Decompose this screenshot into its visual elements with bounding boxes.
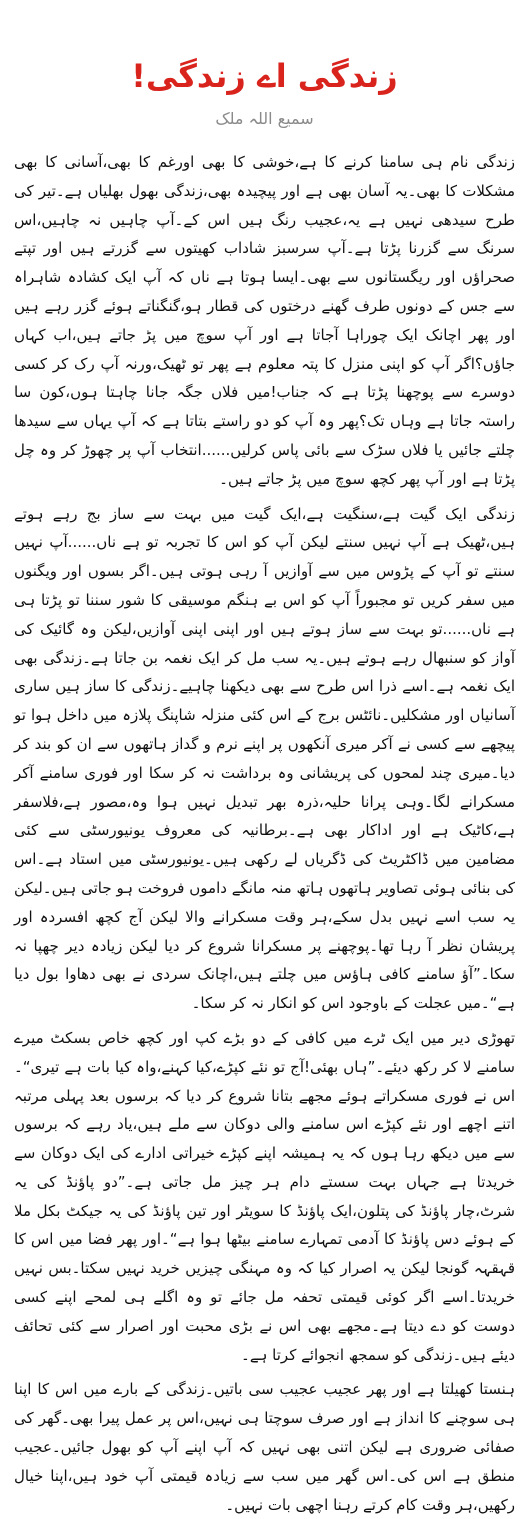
article-title: زندگی اے زندگی! — [131, 57, 398, 95]
paragraph-2: زندگی ایک گیت ہے،سنگیت ہے،ایک گیت میں بہت سے ساز بج رہے ہوتے ہیں،ٹھیک ہے آپ نہیں سنتے لیکن آپ کو اس کا تجربہ تو ہے ناں......آپ نہیں سنتے تو آپ کے پڑوس میں سے آوازیں آ رہی ہوتی ہیں۔اگر بسوں اور ویگنوں میں سفر کریں تو مجبوراً آپ کو اس بے ہنگم موسیقی کا شور سننا تو پڑتا ہی ہے ناں......تو بہت سے ساز ہوتے ہیں اور اپنی اپنی آوازیں،لیکن وہ گائیک کی آواز کو سنبھال رہے ہوتے ہیں۔یہ سب مل کر ایک نغمہ بن جاتا ہے۔زندگی بھی ایک نغمہ ہے۔اسے ذرا اس طرح سے بھی دیکھنا چاہیے۔زندگی کا ساز ہیں ساری آسانیاں اور مشکلیں۔نائٹس برج کے اس کئی منزلہ شاپنگ پلازہ میں داخل ہوا تو پیچھے سے کسی نے آکر میری آنکھوں پر اپنے نرم و گداز ہاتھوں سے ان کو بند کر دیا۔میری چند لمحوں کی پریشانی وہ برداشت نہ کر سکا اور فوری سامنے آکر مسکرانے لگا۔وہی پرانا حلیہ،ذرہ بھر تبدیل نہیں ہوا وہ،مصور ہے،فلاسفر ہے،کاٹیک ہے اور اداکار بھی ہے۔برطانیہ کی معروف یونیورسٹی سے کئی مضامین میں ڈاکٹریٹ کی ڈگریاں لے رکھی ہیں۔یونیورسٹی میں استاد ہے۔اس کی بنائی ہوئی تصاویر ہاتھوں ہاتھ منہ مانگے داموں فروخت ہو جاتی ہیں۔لیکن یہ سب اسے نہیں بدل سکے،ہر وقت مسکرانے والا لیکن آج کچھ افسردہ اور پریشان نظر آ رہا تھا۔پوچھنے پر مسکرانا شروع کر دیا لیکن زیادہ دیر چھپا نہ سکا۔”آؤ سامنے کافی ہاؤس میں چلتے ہیں،اچانک سردی نے بھی دھاوا بول دیا ہے“۔میں عجلت کے باوجود اس کو انکار نہ کر سکا۔ — [14, 504, 515, 1013]
author-name: سمیع اللہ ملک — [215, 109, 314, 128]
paragraph-4: ہنستا کھیلتا ہے اور پھر عجیب عجیب سی باتیں۔زندگی کے بارے میں اس کا اپنا ہی سوچنے کا انداز ہے اور صرف سوچتا ہی نہیں،اس پر عمل پیرا بھی۔گھر کی صفائی ضروری ہے لیکن اتنی بھی نہیں کہ آپ اپنے آپ کو بھول جائیں۔عجیب منطق ہے اس کی۔اس گھر میں سب سے زیادہ قیمتی آپ خود ہیں،اپنا خیال رکھیں،ہر وقت کام کرتے رہنا اچھی بات نہیں۔ — [14, 1380, 515, 1514]
paragraph-1: زندگی نام ہی سامنا کرنے کا ہے،خوشی کا بھی اورغم کا بھی،آسانی کا بھی مشکلات کا بھی۔یہ آسان بھی ہے اور پیچیدہ بھی،زندگی بھول بھلیاں ہے۔تیر کی طرح سیدھی نہیں ہے یہ،عجیب رنگ ہیں اس کے۔آپ چاہیں نہ چاہیں،اس سرنگ سے گزرنا پڑتا ہے۔آپ سرسبز شاداب کھیتوں سے گزرتے ہیں اور تپتے صحراؤں اور ریگستانوں سے بھی۔ایسا ہوتا ہے ناں کہ آپ ایک کشادہ شاہراہ سے جس کے دونوں طرف گھنے درختوں کی قطار ہو،گنگناتے ہوئے گزر رہے ہیں اور پھر اچانک ایک چوراہا آجاتا ہے اور آپ سوچ میں پڑ جاتے ہیں،اب کہاں جاؤں؟اگر آپ کو اپنی منزل کا پتہ معلوم ہے پھر تو ٹھیک،ورنہ آپ رک کر کسی دوسرے سے پوچھنا پڑتا ہے کہ جناب!میں فلاں جگہ جانا چاہتا ہوں،کون سا راستہ جاتا ہے وہاں تک؟پھر وہ آپ کو دو راستے بتاتا ہے کہ آپ یہاں سے سیدھا چلتے جائیں یا فلاں سڑک سے بائی پاس کرلیں......انتخاب آپ پر چھوڑ کر وہ چل پڑتا ہے اور آپ پھر کچھ سوچ میں پڑ جاتے ہیں۔ — [14, 153, 515, 488]
paragraph-3: تھوڑی دیر میں ایک ٹرے میں کافی کے دو بڑے کپ اور کچھ خاص بسکٹ میرے سامنے لا کر رکھ دیئے۔”ہاں بھئی!آج تو نئے کپڑے،کیا کہنے،واہ کیا بات ہے تیری“۔اس نے فوری مسکراتے ہوئے مجھے بتانا شروع کر دیا کہ برسوں بعد پہلی مرتبہ اتنے اچھے اور نئے کپڑے اس سامنے والی دوکان سے ملے ہیں،یاد رہے کہ برسوں سے میں دیکھ رہا ہوں کہ یہ ہمیشہ اپنے کپڑے خیراتی ادارے کی ایک دوکان سے خریدتا ہے جہاں بہت سستے دام ہر چیز مل جاتی ہے۔”دو پاؤنڈ کی یہ شرٹ،چار پاؤنڈ کی پتلون،ایک پاؤنڈ کا سویٹر اور تین پاؤنڈ کی یہ جیکٹ بکل ملا کے ہوئے دس پاؤنڈ کا آدمی تمہارے سامنے بیٹھا ہوا ہے“۔اور پھر فضا میں اس کا قہقہہ گونجا لیکن یہ اصرار کیا کہ وہ مہنگی چیزیں خرید نہیں سکتا۔بس نہیں خریدتا۔اسے اگر کوئی قیمتی تحفہ مل جائے تو وہ اگلے ہی لمحے اپنے کسی دوست کو دے دیتا ہے۔مجھے بھی اس نے بڑی محبت اور اصرار سے کئی تحائف دیئے ہیں۔زندگی کو سمجھ انجوائے کرتا ہے۔ — [14, 1028, 515, 1364]
article-body — [14, 148, 515, 1519]
